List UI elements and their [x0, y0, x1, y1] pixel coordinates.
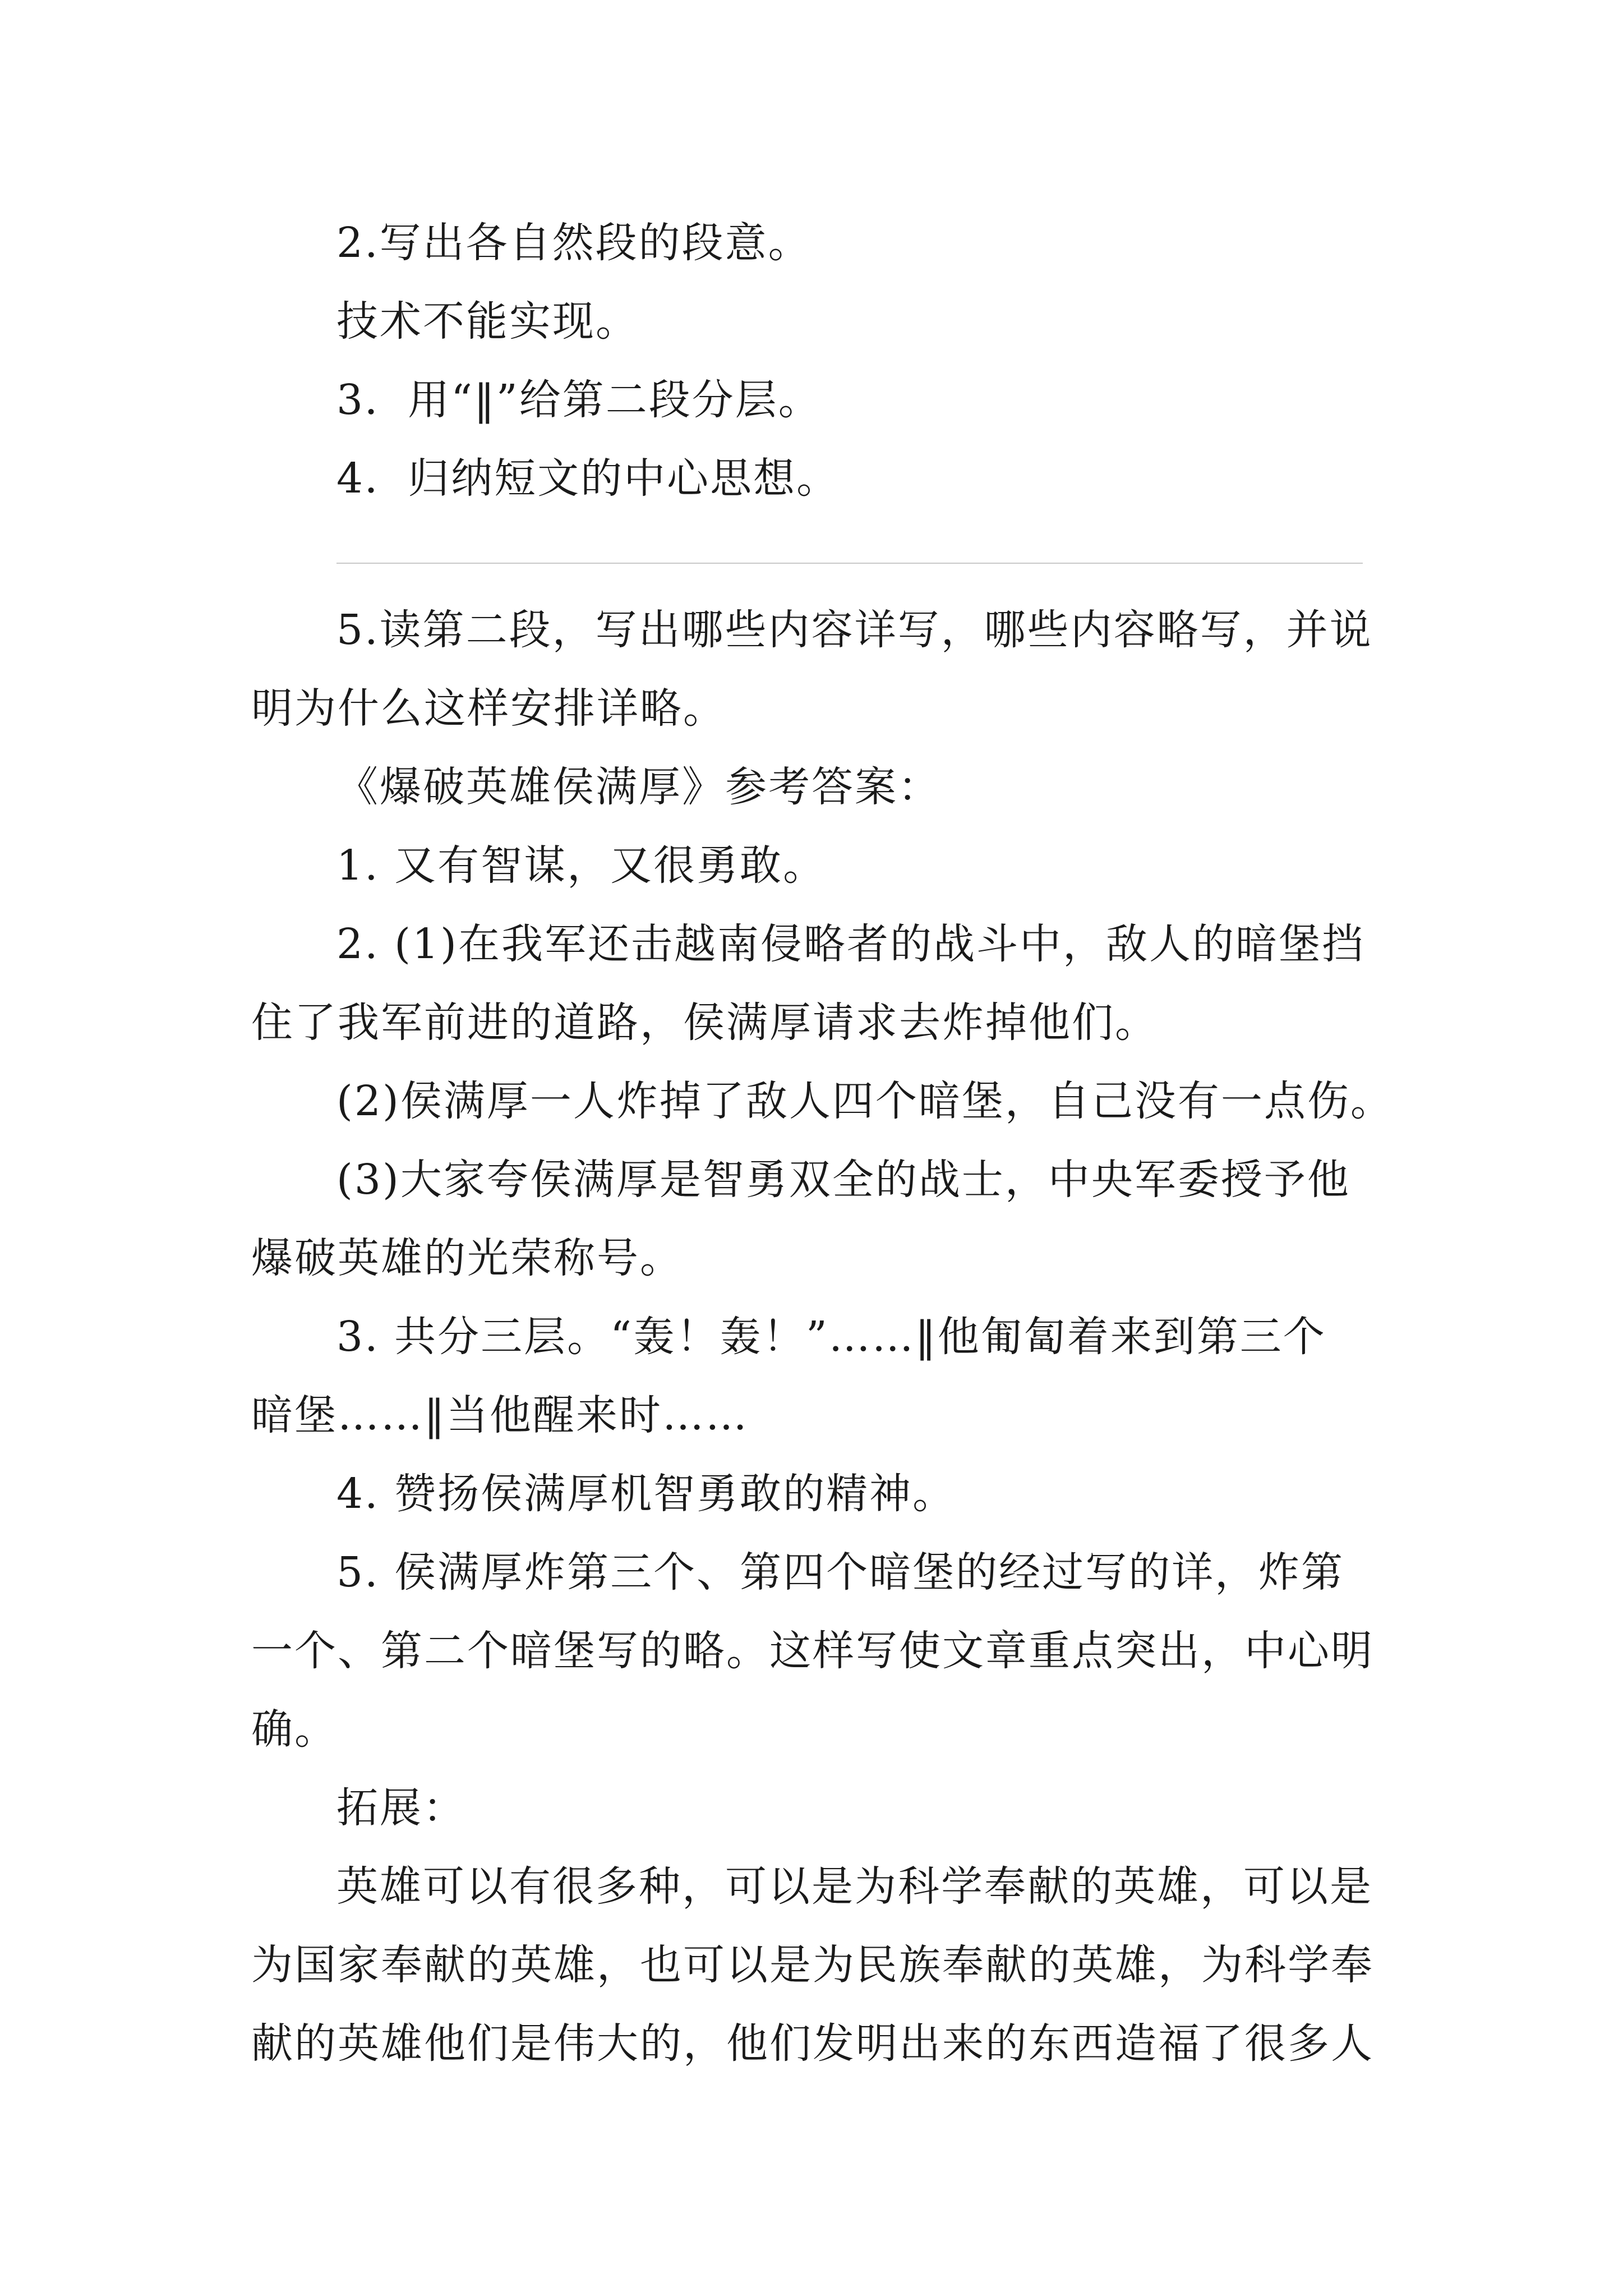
answer-5-line-1: 5. 侯满厚炸第三个、第四个暗堡的经过写的详，炸第 [336, 1548, 1345, 1596]
question-4: 4．归纳短文的中心思想。 [336, 454, 840, 503]
answer-2-1-line-2: 住了我军前进的道路，侯满厚请求去炸掉他们。 [251, 999, 1158, 1047]
answer-2-3-line-1: (3)大家夸侯满厚是智勇双全的战士，中央军委授予他 [336, 1156, 1350, 1204]
extension-line-3: 献的英雄他们是伟大的，他们发明出来的东西造福了很多人 [251, 2019, 1374, 2068]
question-2-note: 技术不能实现。 [336, 297, 639, 346]
answer-3-line-1: 3. 共分三层。“轰！轰！”……‖他匍匐着来到第三个 [336, 1313, 1326, 1361]
answer-1: 1. 又有智谋，又很勇敢。 [336, 841, 827, 890]
question-2: 2.写出各自然段的段意。 [336, 219, 811, 267]
answer-3-line-2: 暗堡……‖当他醒来时…… [251, 1391, 749, 1439]
extension-heading: 拓展： [336, 1784, 466, 1832]
answer-2-3-line-2: 爆破英雄的光荣称号。 [251, 1234, 683, 1282]
extension-line-2: 为国家奉献的英雄，也可以是为民族奉献的英雄，为科学奉 [251, 1941, 1374, 1989]
answers-heading: 《爆破英雄侯满厚》参考答案： [336, 763, 941, 811]
section-divider [336, 563, 1363, 564]
question-5-line-2: 明为什么这样安排详略。 [251, 684, 726, 733]
answer-4: 4. 赞扬侯满厚机智勇敢的精神。 [336, 1470, 956, 1518]
question-5-line-1: 5.读第二段，写出哪些内容详写，哪些内容略写，并说 [336, 606, 1373, 654]
answer-2-2: (2)侯满厚一人炸掉了敌人四个暗堡，自己没有一点伤。 [336, 1077, 1394, 1125]
answer-5-line-2: 一个、第二个暗堡写的略。这样写使文章重点突出，中心明 [251, 1627, 1374, 1675]
answer-2-1-line-1: 2. (1)在我军还击越南侵略者的战斗中，敌人的暗堡挡 [336, 920, 1365, 968]
question-3: 3．用“‖”给第二段分层。 [336, 376, 822, 424]
extension-line-1: 英雄可以有很多种，可以是为科学奉献的英雄，可以是 [336, 1862, 1373, 1911]
answer-5-line-3: 确。 [251, 1705, 338, 1754]
